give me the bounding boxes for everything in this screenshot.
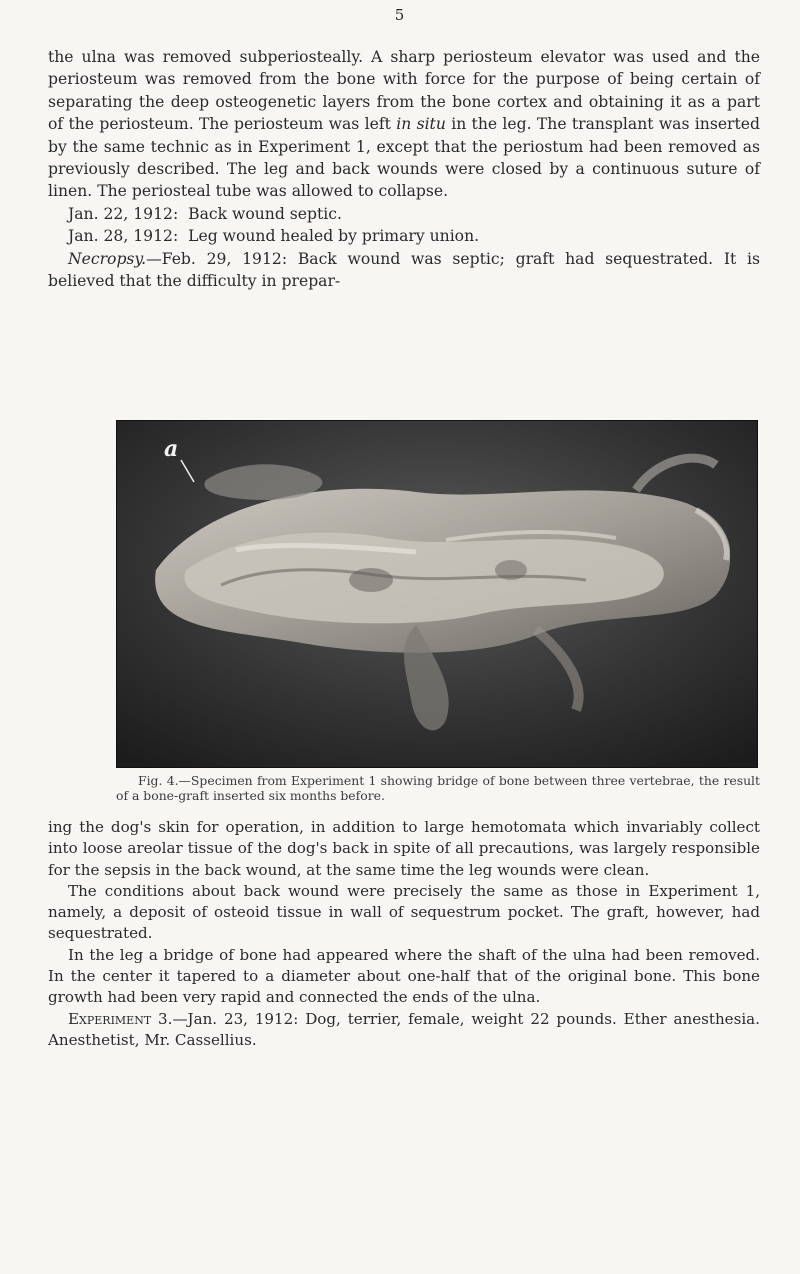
- figure-marker-a: a: [164, 436, 179, 462]
- paragraph-3: The conditions about back wound were precisely the same as those in Experiment 1, namely, a deposit of osteoid tissue in wall of sequestrum pocket. The graft, however, had sequestrated.: [48, 881, 760, 943]
- page-number: 5: [394, 6, 406, 24]
- upper-text-block: [48, 46, 760, 292]
- figure-4-photograph: [116, 420, 758, 768]
- experiment-3-label: Experiment 3.: [68, 1009, 173, 1028]
- figure-caption: Fig. 4.—Specimen from Experiment 1 showing bridge of bone between three vertebrae, the result of a bone-graft inserted six months before.: [116, 773, 760, 803]
- paragraph-4: In the leg a bridge of bone had appeared where the shaft of the ulna had been removed. In the center it tapered to a diameter about one-half that of the original bone. This bone growth had been very rapid and connected the ends of the ulna.: [48, 945, 760, 1007]
- specimen-photo: [116, 420, 758, 768]
- dated-entry-1: Jan. 22, 1912: Back wound septic.: [68, 204, 342, 223]
- paragraph-1: the ulna was removed subperiosteally. A sharp periosteum elevator was used and the periosteum was removed from the bone with force for the purpose of being certain of separating the deep osteogenetic layers from the bone cortex and obtaining it as a part of the periosteum. The periosteum was left in situ in the leg. The transplant was inserted by the same technic as in Experiment 1, except that the periostum had been removed as previously described. The leg and back wounds were closed by a continuous suture of linen. The periosteal tube was allowed to collapse.: [48, 48, 760, 201]
- lower-text-block: [48, 817, 760, 1051]
- necropsy-label: Necropsy.: [68, 249, 147, 268]
- experiment-3-paragraph: Experiment 3.—Jan. 23, 1912: Dog, terrier, female, weight 22 pounds. Ether anesthesia. Anesthetist, Mr. Cassellius.: [48, 1009, 760, 1049]
- paragraph-2: ing the dog's skin for operation, in addition to large hemotomata which invariably collect into loose areolar tissue of the dog's back in spite of all precautions, was largely responsible for the sepsis in the back wound, at the same time the leg wounds were clean.: [48, 818, 760, 879]
- necropsy-paragraph: Necropsy.—Feb. 29, 1912: Back wound was septic; graft had sequestrated. It is believed that the difficulty in prepar-: [48, 249, 760, 291]
- in-situ-term: in situ: [396, 115, 446, 134]
- dated-entry-2: Jan. 28, 1912: Leg wound healed by primary union.: [68, 227, 480, 246]
